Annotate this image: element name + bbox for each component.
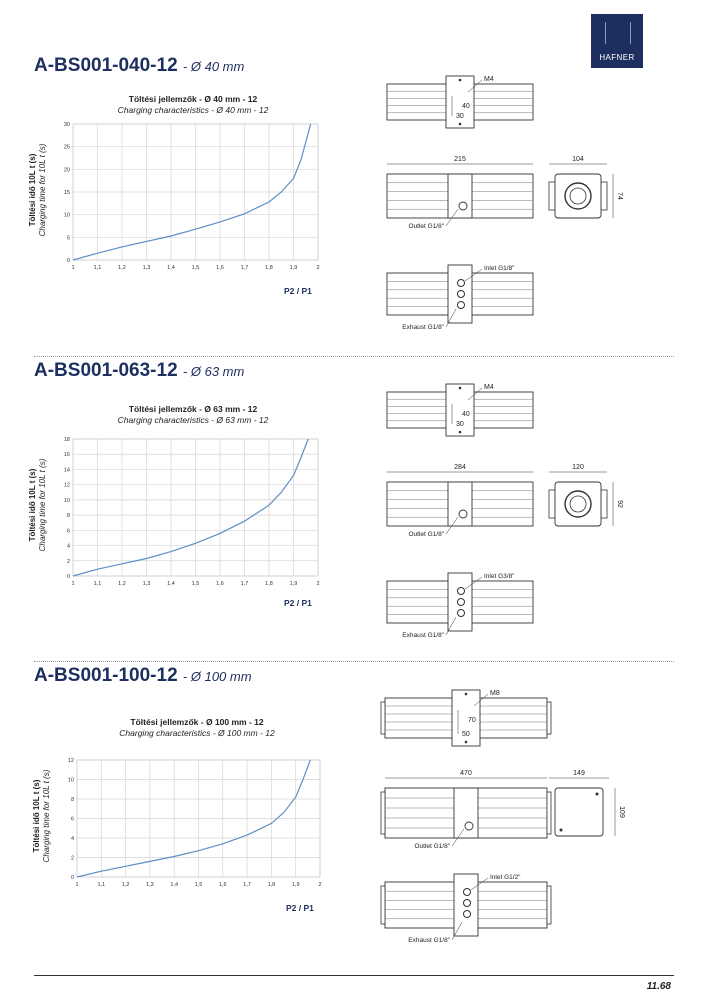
outlet-port	[459, 202, 467, 210]
dim-a-label: M4	[484, 76, 494, 83]
chart-title-hu: Töltési jellemzők - Ø 40 mm - 12	[128, 94, 258, 104]
end-view	[555, 788, 603, 836]
end-view-port-right	[601, 490, 607, 518]
technical-drawings	[375, 684, 675, 954]
inlet-label: Inlet G1/8"	[484, 265, 515, 272]
y-tick-label: 12	[67, 758, 74, 764]
x-tick-label: 1,3	[142, 265, 151, 271]
y-tick-label: 0	[66, 258, 70, 264]
length-label: 284	[454, 464, 466, 471]
y-tick-label: 6	[66, 528, 70, 535]
y-axis-label-en: Charging time for 10L t (s)	[42, 769, 51, 863]
x-tick-label: 1,7	[240, 265, 249, 271]
chart-title-en: Charging characteristics - Ø 40 mm - 12	[117, 105, 269, 115]
x-tick-label: 1,2	[118, 581, 126, 587]
dim-c-label: 30	[456, 113, 464, 120]
width-label: 120	[572, 464, 584, 471]
x-tick-label: 2	[316, 265, 320, 271]
y-tick-label: 10	[63, 212, 70, 219]
charging-chart	[61, 435, 336, 592]
dim-c-label: 30	[456, 421, 464, 428]
valve-block-side	[454, 788, 478, 838]
port-circle	[464, 911, 471, 918]
x-tick-label: 1,3	[142, 581, 151, 587]
y-tick-label: 10	[67, 777, 74, 784]
x-tick-label: 1,5	[194, 882, 203, 888]
chart-title-en: Charging characteristics - Ø 63 mm - 12	[117, 415, 269, 425]
outlet-port	[465, 822, 473, 830]
x-tick-label: 1,8	[265, 265, 273, 271]
dim-b-label: 70	[468, 717, 476, 724]
x-tick-label: 1,4	[170, 882, 179, 888]
outlet-label: Outlet G1/8"	[408, 223, 444, 230]
end-view-port-left	[549, 182, 555, 210]
inlet-label: Inlet G3/8"	[484, 573, 515, 580]
y-tick-label: 16	[63, 452, 70, 459]
exhaust-label: Exhaust G1/8"	[408, 937, 450, 944]
dim-a-label: M8	[490, 690, 500, 697]
exhaust-label: Exhaust G1/8"	[402, 632, 444, 639]
product-code-heading	[34, 55, 244, 77]
y-tick-label: 8	[70, 797, 74, 803]
mounting-hole	[465, 693, 468, 696]
x-tick-label: 1,5	[191, 265, 200, 271]
product-code: A-BS001-100-12	[34, 665, 178, 686]
y-tick-label: 8	[66, 513, 70, 520]
x-tick-label: 1,1	[97, 882, 106, 888]
end-cap-left	[381, 702, 385, 734]
product-code-heading	[34, 665, 252, 687]
x-tick-label: 1,1	[93, 581, 102, 587]
y-tick-label: 15	[63, 190, 70, 196]
chart-title-en: Charging characteristics - Ø 100 mm - 12	[119, 728, 275, 738]
x-tick-label: 1,6	[216, 581, 224, 587]
x-tick-label: 1,4	[167, 581, 175, 587]
x-tick-label: 1,7	[243, 882, 251, 888]
valve-block-top	[446, 76, 474, 128]
product-diameter: - Ø 63 mm	[182, 364, 245, 379]
product-diameter: - Ø 100 mm	[182, 669, 252, 684]
product-diameter: - Ø 40 mm	[182, 59, 245, 74]
y-tick-label: 25	[63, 144, 70, 151]
charging-chart	[65, 756, 338, 893]
height-label: 109	[618, 806, 625, 818]
page-number: 11.68	[646, 981, 671, 992]
product-code: A-BS001-040-12	[34, 55, 178, 76]
y-tick-label: 18	[63, 437, 70, 443]
y-axis-label	[32, 736, 52, 896]
y-tick-label: 4	[66, 543, 70, 550]
x-tick-label: 1	[75, 882, 79, 888]
technical-drawings	[375, 378, 675, 648]
mounting-hole	[459, 431, 462, 434]
port-circle	[458, 302, 465, 309]
end-view-hole	[596, 793, 599, 796]
y-tick-label: 4	[70, 836, 74, 842]
x-tick-label: 1,8	[267, 882, 276, 888]
y-axis-label-hu: Töltési idő 10L t (s)	[32, 779, 41, 853]
x-tick-label: 1,9	[289, 265, 298, 271]
end-cap-left	[381, 886, 385, 924]
port-circle	[458, 280, 465, 287]
x-tick-label: 1,6	[216, 265, 224, 271]
y-axis-label-en: Charging time for 10L t (s)	[38, 458, 47, 552]
dim-b-label: 40	[462, 411, 470, 418]
y-tick-label: 20	[63, 167, 70, 174]
y-tick-label: 2	[66, 558, 70, 565]
x-tick-label: 1,5	[191, 581, 200, 587]
end-cap-right	[547, 792, 551, 834]
exhaust-label: Exhaust G1/8"	[402, 324, 444, 331]
logo-mark	[605, 22, 631, 44]
section-divider	[34, 661, 674, 662]
chart-title	[68, 404, 318, 426]
logo-text: HAFNER	[599, 53, 635, 62]
port-circle	[464, 900, 471, 907]
valve-block-top	[446, 384, 474, 436]
y-axis-label	[28, 425, 48, 585]
outlet-label: Outlet G1/8"	[408, 531, 444, 538]
x-tick-label: 1,2	[118, 265, 126, 271]
outlet-label: Outlet G1/8"	[414, 843, 450, 850]
y-tick-label: 0	[70, 875, 74, 881]
mounting-hole	[459, 387, 462, 390]
x-tick-label: 1,7	[240, 581, 249, 587]
product-code: A-BS001-063-12	[34, 360, 178, 381]
end-view-hole	[560, 829, 563, 832]
hafner-logo	[591, 14, 643, 68]
x-tick-label: 1	[71, 581, 75, 587]
dim-b-label: 40	[462, 103, 470, 110]
x-tick-label: 1,3	[146, 882, 154, 888]
chart-title	[68, 94, 318, 116]
outlet-port	[459, 510, 467, 518]
dim-c-label: 50	[462, 731, 470, 738]
port-circle	[458, 610, 465, 617]
x-tick-label: 1,9	[291, 882, 300, 888]
end-view-inner	[570, 188, 586, 204]
chart-title-hu: Töltési jellemzők - Ø 100 mm - 12	[130, 717, 264, 727]
chart-title-hu: Töltési jellemzők - Ø 63 mm - 12	[128, 404, 258, 414]
x-axis-label: P2 / P1	[284, 286, 312, 296]
y-axis-label-en: Charging time for 10L t (s)	[38, 143, 47, 237]
valve-block-side	[448, 482, 472, 526]
end-view-port-right	[601, 182, 607, 210]
port-circle	[464, 889, 471, 896]
y-tick-label: 5	[66, 235, 70, 242]
width-label: 104	[572, 156, 584, 163]
mounting-hole	[459, 79, 462, 82]
x-tick-label: 1,1	[93, 265, 102, 271]
mounting-hole	[459, 123, 462, 126]
y-tick-label: 12	[63, 482, 70, 489]
height-label: 74	[616, 192, 623, 200]
length-label: 470	[460, 770, 472, 777]
x-tick-label: 2	[316, 581, 320, 587]
y-tick-label: 6	[70, 816, 74, 823]
y-tick-label: 14	[63, 467, 70, 474]
mounting-hole	[465, 741, 468, 744]
chart-title	[72, 717, 322, 739]
footer-rule	[34, 975, 674, 976]
section-divider	[34, 356, 674, 357]
x-axis-label: P2 / P1	[286, 903, 314, 913]
y-tick-label: 30	[63, 122, 70, 128]
x-tick-label: 1,4	[167, 265, 175, 271]
valve-block-side	[448, 174, 472, 218]
technical-drawings	[375, 70, 675, 340]
x-tick-label: 1,8	[265, 581, 273, 587]
port-circle	[458, 588, 465, 595]
y-axis-label-hu: Töltési idő 10L t (s)	[28, 153, 37, 227]
x-tick-label: 2	[318, 882, 322, 888]
end-cap-right	[547, 702, 551, 734]
x-tick-label: 1	[71, 265, 75, 271]
x-axis-label: P2 / P1	[284, 598, 312, 608]
inlet-label: Inlet G1/2"	[490, 874, 521, 881]
end-cap-left	[381, 792, 385, 834]
y-axis-label	[28, 110, 48, 270]
y-tick-label: 0	[66, 574, 70, 580]
charging-chart	[61, 120, 336, 276]
length-label: 215	[454, 156, 466, 163]
width-label: 149	[573, 770, 585, 777]
y-tick-label: 10	[63, 497, 70, 504]
dim-a-label: M4	[484, 384, 494, 391]
product-code-heading	[34, 360, 244, 382]
end-view-port-left	[549, 490, 555, 518]
port-circle	[458, 599, 465, 606]
port-circle	[458, 291, 465, 298]
height-label: 92	[616, 500, 623, 508]
x-tick-label: 1,2	[121, 882, 130, 888]
y-tick-label: 2	[70, 855, 74, 862]
end-cap-right	[547, 886, 551, 924]
x-tick-label: 1,6	[218, 882, 227, 888]
end-view-inner	[570, 496, 586, 512]
x-tick-label: 1,9	[289, 581, 298, 587]
y-axis-label-hu: Töltési idő 10L t (s)	[28, 468, 37, 542]
